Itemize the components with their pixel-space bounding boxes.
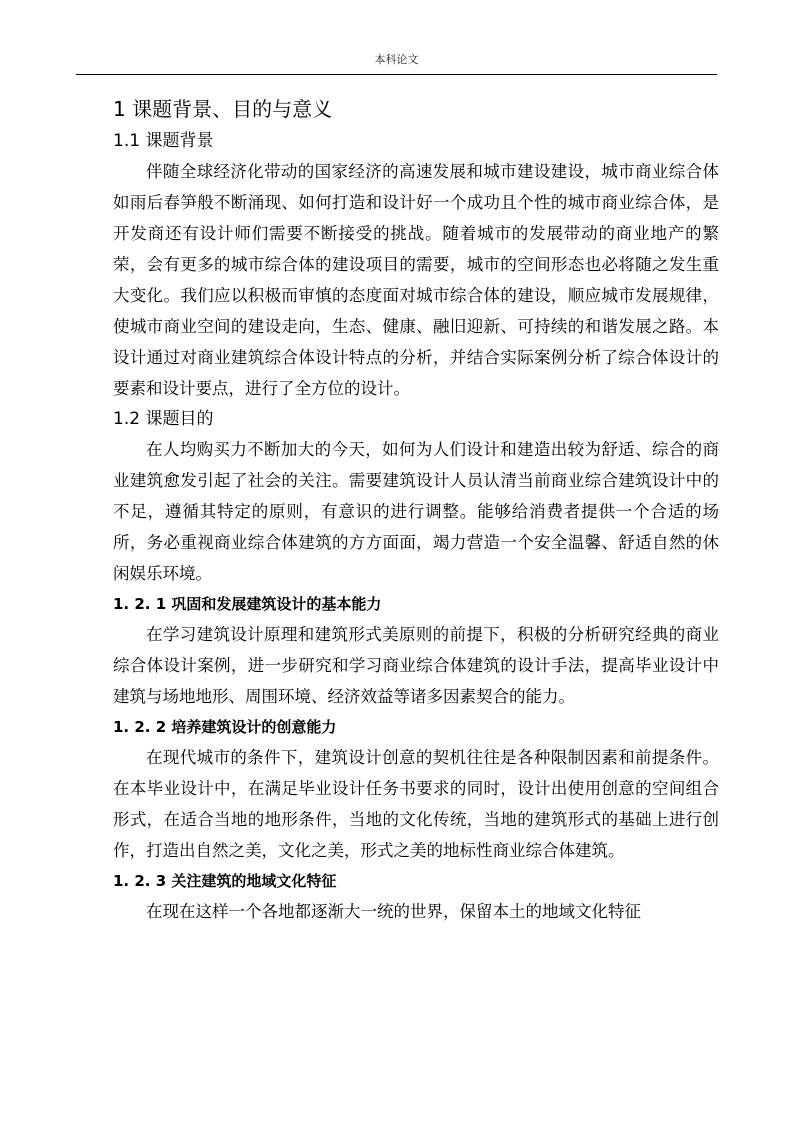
subsection-heading-1-2-2: 1. 2. 2 培养建筑设计的创意能力	[113, 718, 337, 736]
header-rule	[76, 74, 717, 75]
paragraph-1-2-2: 在现代城市的条件下，建筑设计创意的契机往往是各种限制因素和前提条件。在本毕业设计中，在满足毕业设计任务书要求的同时，设计出使用创意的空间组合形式，在适合当地的地形条件，当地的文化传统，当地的建筑形式的基础上进行创作，打造出自然之美，文化之美，形式之美的地标性商业综合体建筑。	[113, 748, 719, 860]
section-heading-1-1: 1.1 课题背景	[113, 131, 214, 151]
paragraph-1-2-1: 在学习建筑设计原理和建筑形式美原则的前提下，积极的分析研究经典的商业综合体设计案例，进一步研究和学习商业综合体建筑的设计手法，提高毕业设计中建筑与场地地形、周围环境、经济效益等诸多因素契合的能力。	[113, 625, 719, 706]
paragraph-1-2-3: 在现在这样一个各地都逐渐大一统的世界，保留本土的地域文化特征	[146, 902, 641, 921]
subsection-heading-1-2-1: 1. 2. 1 巩固和发展建筑设计的基本能力	[113, 595, 382, 613]
section-heading-1-2: 1.2 课题目的	[113, 409, 214, 429]
running-header: 本科论文	[374, 53, 419, 66]
paragraph-1-2: 在人均购买力不断加大的今天，如何为人们设计和建造出较为舒适、综合的商业建筑愈发引起了社会的关注。需要建筑设计人员认清当前商业综合建筑设计中的不足，遵循其特定的原则，有意识的进行调整。能够给消费者提供一个合适的场所，务必重视商业综合体建筑的方方面面，竭力营造一个安全温馨、舒适自然的休闲娱乐环境。	[113, 440, 719, 583]
page-body	[113, 92, 719, 927]
paragraph-1-1: 伴随全球经济化带动的国家经济的高速发展和城市建设建设，城市商业综合体如雨后春笋般不断涌现、如何打造和设计好一个成功且个性的城市商业综合体，是开发商还有设计师们需要不断接受的挑战。随着城市的发展带动的商业地产的繁荣，会有更多的城市综合体的建设项目的需要，城市的空间形态也必将随之发生重大变化。我们应以积极而审慎的态度面对城市综合体的建设，顺应城市发展规律，使城市商业空间的建设走向，生态、健康、融旧迎新、可持续的和谐发展之路。本设计通过对商业建筑综合体设计特点的分析，并结合实际案例分析了综合体设计的要素和设计要点，进行了全方位的设计。	[113, 162, 719, 398]
subsection-heading-1-2-3: 1. 2. 3 关注建筑的地域文化特征	[113, 872, 337, 890]
chapter-heading: 1 课题背景、目的与意义	[113, 97, 333, 121]
